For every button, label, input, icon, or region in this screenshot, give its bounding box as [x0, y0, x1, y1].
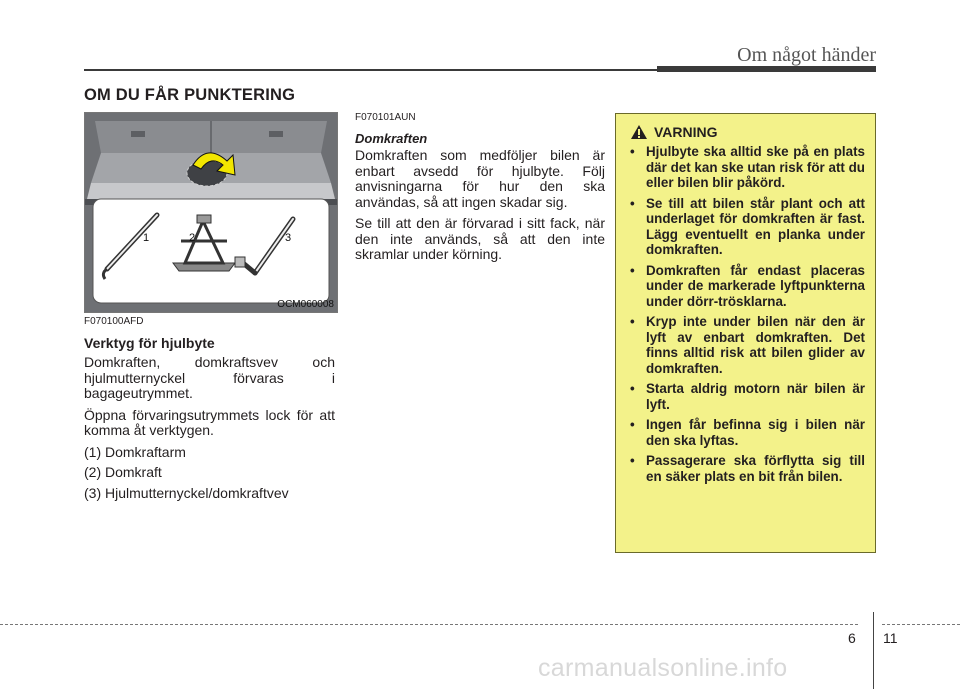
- bullet: •: [630, 381, 635, 396]
- chapter-title: Om något händer: [737, 44, 876, 66]
- bullet: •: [630, 195, 635, 211]
- warning-triangle-icon: [630, 124, 648, 140]
- footer-divider: [873, 612, 874, 689]
- column-left: [84, 316, 335, 506]
- warning-item: [626, 263, 865, 310]
- warning-header: [630, 124, 865, 140]
- paragraph: Domkraften, domkraftsvev och hjulmutternyckel förvaras i bagageutrymmet.: [84, 354, 335, 401]
- warning-text: Kryp inte under bilen när den är lyft av enbart domkraften. Det finns alltid risk att bilen glider av domkraften.: [646, 314, 865, 376]
- warning-box: [615, 113, 876, 553]
- subheading: Verktyg för hjulbyte: [84, 335, 215, 351]
- bullet: •: [630, 314, 635, 329]
- footer-rule-right: [882, 624, 960, 625]
- warning-text: Ingen får befinna sig i bilen när den ska lyftas.: [646, 417, 865, 448]
- footer-rule: [0, 624, 858, 625]
- warning-item: [626, 196, 865, 258]
- tools-figure: [84, 112, 338, 313]
- subheading: Domkraften: [355, 131, 428, 146]
- warning-text: Domkraften får endast placeras under de markerade lyftpunkterna under dörr-trösklarna.: [646, 262, 865, 309]
- list-item: (3) Hjulmutternyckel/domkraftvev: [84, 484, 289, 501]
- figure-code: OCM060008: [277, 299, 334, 310]
- paragraph: Domkraften som medföljer bilen är enbart avsedd för hjulbyte. Följ anvisningarna för hur den ska användas, så att ingen skadar sig.: [355, 147, 605, 210]
- warning-label: VARNING: [654, 124, 718, 140]
- watermark: carmanualsonline.info: [538, 654, 788, 682]
- warning-item: [626, 381, 865, 412]
- ref-code: F070101AUN: [355, 112, 416, 123]
- warning-text: Se till att bilen står plant och att underlaget för domkraften är fast. Lägg eventuellt en planka under domkraften.: [646, 195, 865, 257]
- header-rule-accent: [657, 66, 876, 72]
- trunk-illustration: [85, 113, 337, 312]
- warning-item: [626, 417, 865, 448]
- paragraph: Öppna förvaringsutrymmets lock för att komma åt verktygen.: [84, 406, 335, 438]
- bullet: •: [630, 453, 635, 468]
- warning-item: [626, 144, 865, 191]
- callout-1: 1: [143, 232, 150, 244]
- bullet: •: [630, 262, 635, 278]
- paragraph: Se till att den är förvarad i sitt fack, när den inte används, så att den inte skramlar under körning.: [355, 215, 605, 262]
- chapter-number: 6: [848, 630, 856, 646]
- bullet: •: [630, 144, 635, 159]
- bullet: •: [630, 417, 635, 432]
- list-item: (2) Domkraft: [84, 464, 162, 480]
- warning-text: Passagerare ska förflytta sig till en säker plats en bit från bilen.: [646, 453, 865, 484]
- ref-code: F070100AFD: [84, 316, 144, 327]
- warning-item: [626, 453, 865, 484]
- callout-3: 3: [285, 232, 292, 244]
- list-item: (1) Domkraftarm: [84, 443, 186, 460]
- warning-text: Hjulbyte ska alltid ske på en plats där det kan ske utan risk för att du eller bilen blir påkörd.: [646, 144, 865, 190]
- warning-item: [626, 314, 865, 376]
- page-number: 11: [883, 630, 898, 646]
- column-middle: [355, 112, 605, 269]
- warning-text: Starta aldrig motorn när bilen är lyft.: [646, 381, 865, 412]
- callout-2: 2: [189, 232, 196, 244]
- section-title: OM DU FÅR PUNKTERING: [84, 86, 296, 104]
